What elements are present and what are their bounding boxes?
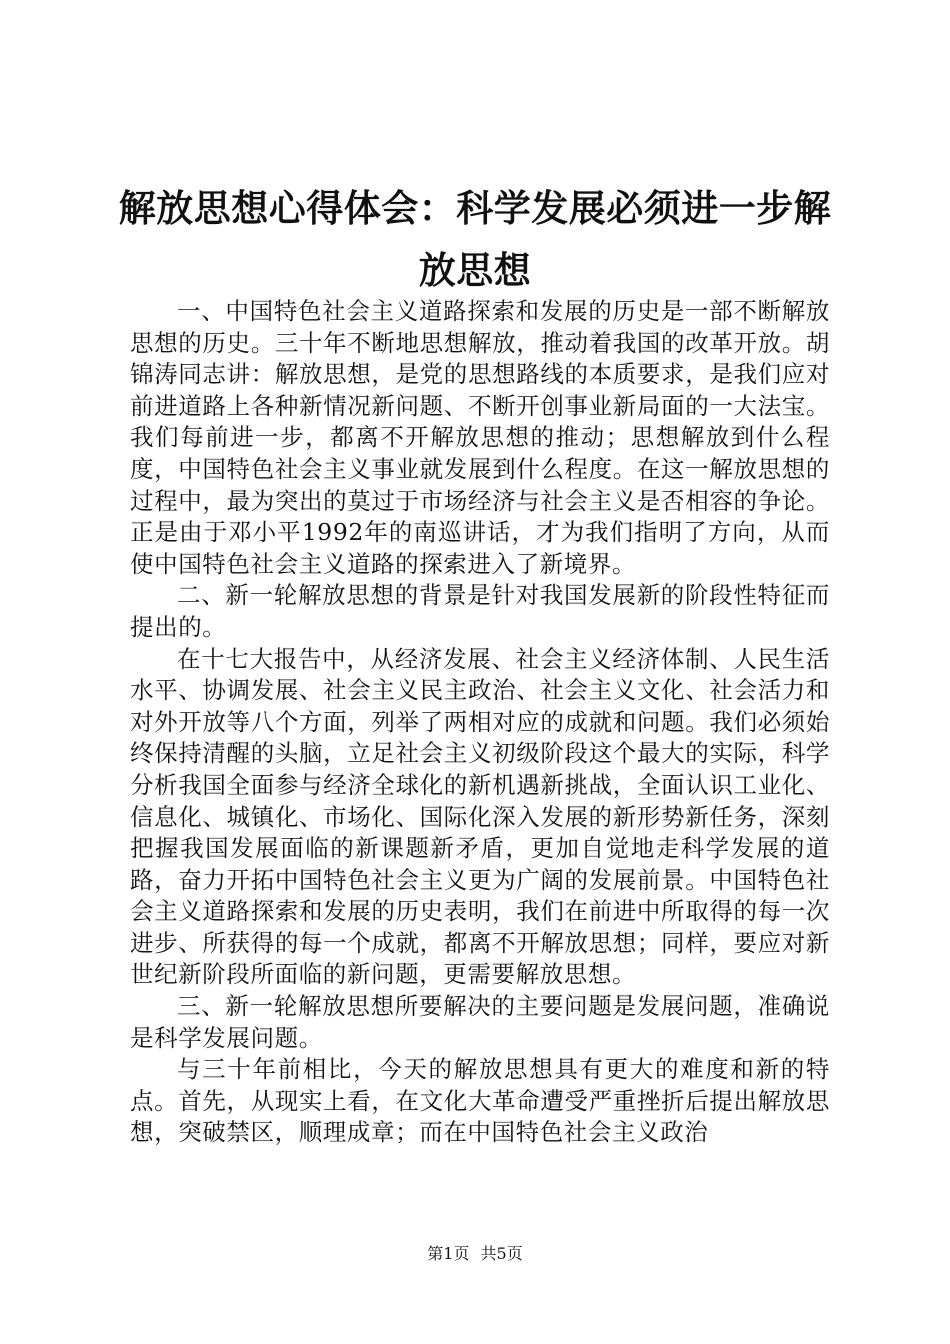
page-number: 第1页	[427, 1244, 470, 1263]
paragraph-1: 一、中国特色社会主义道路探索和发展的历史是一部不断解放思想的历史。三十年不断地思想解放，推动着我国的改革开放。胡锦涛同志讲：解放思想，是党的思想路线的本质要求，是我们应对前进道路上各种新情况新问题、不断开创事业新局面的一大法宝。我们每前进一步，都离不开解放思想的推动；思想解放到什么程度，中国特色社会主义事业就发展到什么程度。在这一解放思想的过程中，最为突出的莫过于市场经济与社会主义是否相容的争论。正是由于邓小平1992年的南巡讲话，才为我们指明了方向，从而使中国特色社会主义道路的探索进入了新境界。	[130, 297, 830, 578]
page-total: 共5页	[480, 1244, 523, 1263]
document-body	[130, 296, 830, 1149]
paragraph-5: 与三十年前相比，今天的解放思想具有更大的难度和新的特点。首先，从现实上看，在文化大革命遭受严重挫折后提出解放思想，突破禁区，顺理成章；而在中国特色社会主义政治	[130, 1055, 830, 1147]
page-footer	[0, 1244, 950, 1264]
paragraph-3: 在十七大报告中，从经济发展、社会主义经济体制、人民生活水平、协调发展、社会主义民主政治、社会主义文化、社会活力和对外开放等八个方面，列举了两相对应的成就和问题。我们必须始终保持清醒的头脑，立足社会主义初级阶段这个最大的实际，科学分析我国全面参与经济全球化的新机遇新挑战，全面认识工业化、信息化、城镇化、市场化、国际化深入发展的新形势新任务，深刻把握我国发展面临的新课题新矛盾，更加自觉地走科学发展的道路，奋力开拓中国特色社会主义更为广阔的发展前景。中国特色社会主义道路探索和发展的历史表明，我们在前进中所取得的每一次进步、所获得的每一个成就，都离不开解放思想；同样，要应对新世纪新阶段所面临的新问题，更需要解放思想。	[130, 644, 830, 989]
page-title: 解放思想心得体会：科学发展必须进一步解放思想	[118, 187, 832, 292]
paragraph-2: 二、新一轮解放思想的背景是针对我国发展新的阶段性特征而提出的。	[130, 581, 830, 641]
paragraph-4: 三、新一轮解放思想所要解决的主要问题是发展问题，准确说是科学发展问题。	[130, 992, 830, 1052]
